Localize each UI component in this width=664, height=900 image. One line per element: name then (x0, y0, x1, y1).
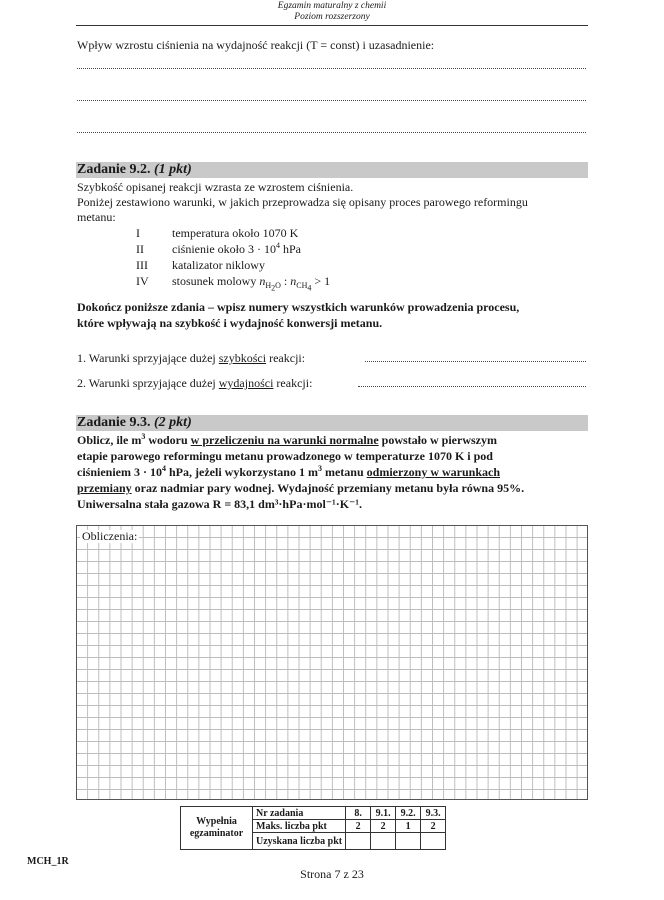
condition-text: temperatura około 1070 K (172, 226, 299, 240)
task-number-cell: 8. (346, 807, 371, 820)
task-9-3-line-4 (77, 481, 524, 495)
item-2-label (77, 376, 312, 390)
item-1-label (77, 351, 305, 365)
condition-3 (136, 258, 265, 272)
t93-l1sup: 3 (141, 432, 146, 441)
page-header (0, 1, 664, 23)
condition-unit: hPa (279, 242, 301, 256)
task-9-3-heading (76, 415, 588, 431)
condition-1 (136, 226, 298, 240)
task-9-3-line-3 (77, 465, 500, 479)
answer-line-3[interactable] (77, 132, 586, 133)
t93-l3u: odmierzony w warunkach (366, 465, 500, 479)
answer-line-1[interactable] (77, 68, 586, 69)
answer-line-2[interactable] (77, 100, 586, 101)
item-1-answer-line[interactable] (365, 351, 586, 362)
item-1-prefix: 1. Warunki sprzyjające dużej (77, 351, 219, 365)
task-9-3-line-1 (77, 433, 587, 447)
max-points-cell: 2 (346, 820, 371, 833)
row-label: Uzyskana liczba pkt (253, 833, 346, 850)
instruction-line-1: Dokończ poniższe zdania – wpisz numery wszystkich warunków prowadzenia procesu, (77, 300, 520, 314)
t93-l1a: Oblicz, ile m (77, 433, 142, 447)
t93-l3sup: 4 (162, 464, 166, 473)
examiner-label (181, 807, 253, 850)
earned-points-cell[interactable] (371, 833, 396, 850)
condition-exponent: 4 (275, 241, 280, 250)
t93-l4u: przemiany (77, 481, 132, 495)
t93-l1c: powstało w pierwszym (378, 433, 497, 447)
condition-text: stosunek molowy (172, 274, 260, 288)
page-number: Strona 7 z 23 (300, 867, 364, 881)
task-title: Zadanie 9.2. (77, 162, 151, 177)
item-2-prefix: 2. Warunki sprzyjające dużej (77, 376, 219, 390)
item-2-underlined: wydajności (218, 376, 274, 390)
t93-l3c: metanu (321, 465, 367, 479)
task-number-cell: 9.1. (371, 807, 396, 820)
t93-l3a: ciśnieniem 3 · 10 (77, 465, 162, 479)
condition-text: ciśnienie około 3 · 10 (172, 242, 276, 256)
instruction-line-2: które wpływają na szybkość i wydajność konwersji metanu. (77, 316, 383, 330)
condition-text: katalizator niklowy (172, 258, 265, 272)
task-9-2-heading (76, 162, 588, 178)
task-9-2-line-3: metanu: (77, 210, 116, 224)
task-number-cell: 9.2. (396, 807, 421, 820)
earned-points-cell[interactable] (346, 833, 371, 850)
exam-code: MCH_1R (27, 856, 69, 867)
examiner-label-line-1: Wypełnia (196, 816, 237, 827)
condition-number: III (136, 258, 148, 272)
t93-l1u: w przeliczeniu na warunki normalne (190, 433, 379, 447)
condition-number: II (136, 242, 144, 256)
t93-l3b: hPa, jeżeli wykorzystano 1 m (166, 465, 318, 479)
earned-points-cell[interactable] (396, 833, 421, 850)
task-points: (1 pkt) (154, 162, 192, 177)
task-points: (2 pkt) (154, 415, 192, 430)
task-number-cell: 9.3. (421, 807, 446, 820)
t93-l3sup2: 3 (317, 464, 322, 473)
condition-4 (136, 274, 331, 293)
max-points-cell: 1 (396, 820, 421, 833)
item-1-underlined: szybkości (218, 351, 267, 365)
item-2-suffix: reakcji: (273, 376, 313, 390)
task-title: Zadanie 9.3. (77, 415, 151, 430)
earned-points-cell[interactable] (421, 833, 446, 850)
calculation-label: Obliczenia: (82, 529, 138, 543)
t93-l1b: wodoru (145, 433, 191, 447)
exam-title: Egzamin maturalny z chemii (277, 1, 387, 11)
row-label: Nr zadania (253, 807, 346, 820)
condition-2 (136, 242, 301, 256)
task-9-2-line-1: Szybkość opisanej reakcji wzrasta ze wzrostem ciśnienia. (77, 180, 354, 194)
max-points-cell: 2 (421, 820, 446, 833)
condition-number: IV (136, 274, 149, 288)
task-9-3-line-2: etapie parowego reformingu metanu prowadzonego w temperaturze 1070 K i pod (77, 449, 493, 463)
item-1-suffix: reakcji: (266, 351, 306, 365)
task-9-2-line-2: Poniżej zestawiono warunki, w jakich przeprowadza się opisany proces parowego reformingu (77, 195, 528, 209)
item-2-answer-line[interactable] (358, 376, 586, 387)
t93-l4b: oraz nadmiar pary wodnej. Wydajność przemiany metanu była równa 95%. (131, 481, 525, 495)
molar-ratio-formula: $n_{H_2O}$ : $n_{CH_4} > 1$ (259, 274, 331, 293)
row-label: Maks. liczba pkt (253, 820, 346, 833)
max-points-cell: 2 (371, 820, 396, 833)
pressure-prompt: Wpływ wzrostu ciśnienia na wydajność reakcji (T = const) i uzasadnienie: (77, 38, 435, 52)
calculation-grid[interactable] (76, 525, 588, 800)
examiner-label-line-2: egzaminator (189, 828, 244, 839)
score-table (180, 806, 446, 850)
task-9-3-line-5: Uniwersalna stała gazowa R = 83,1 dm³·hPa·mol⁻¹·K⁻¹. (77, 497, 362, 511)
header-rule (76, 25, 588, 26)
condition-number: I (136, 226, 140, 240)
exam-level: Poziom rozszerzony (294, 12, 370, 22)
